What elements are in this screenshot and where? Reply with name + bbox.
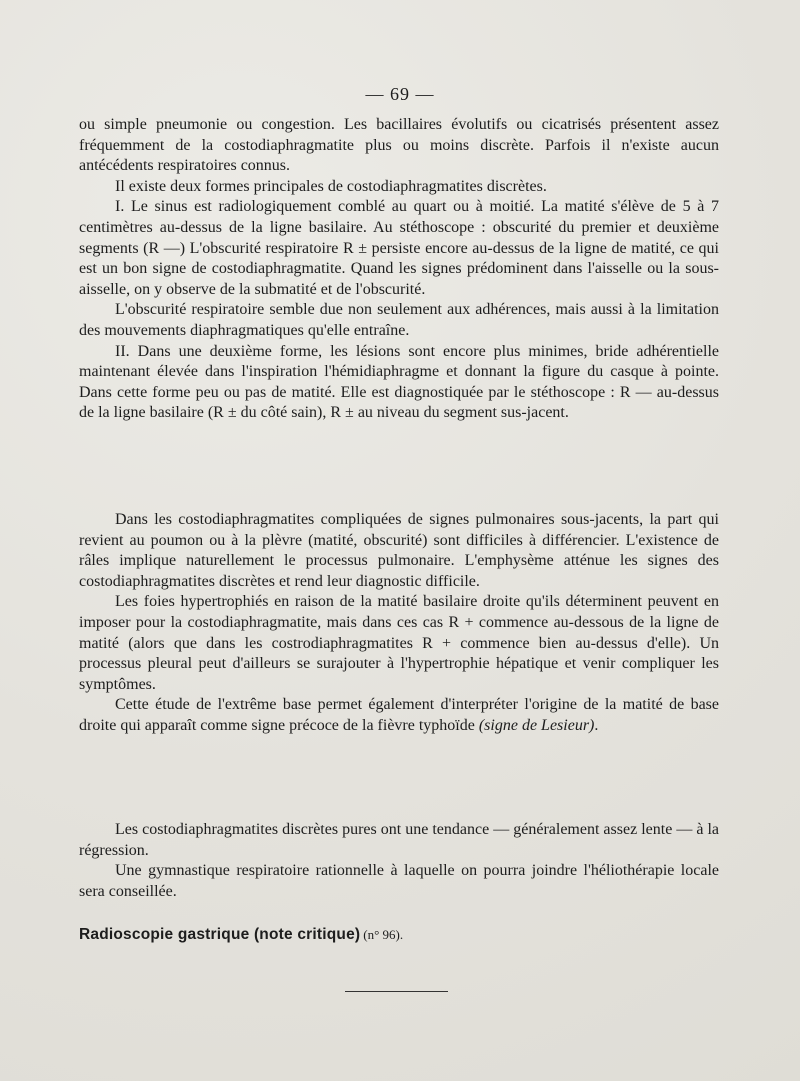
next-section-reference: (n° 96). (363, 927, 404, 942)
page-number: — 69 — (365, 84, 435, 104)
paragraph (79, 695, 719, 736)
paragraph: I. Le sinus est radiologiquement comblé au quart ou à moitié. La matité s'élève de 5 à 7 centimètres au-dessus de la ligne basilaire. Au stéthoscope : obscurité du premier et deuxième segments (R —) L'obscurité respiratoire R ± persiste encore au-dessus de la ligne de matité, ce qui est un bon signe de costodiaphragmatite. Quand les signes prédominent dans l'aisselle ou la sous-aisselle, on y observe de la submatité et de l'obscurité. (79, 198, 719, 298)
paragraph-text: Cette étude de l'extrême base permet également d'interpréter l'origine de la matité de base droite qui apparaît comme signe précoce de la fièvre typhoïde (79, 696, 719, 734)
section-costodiaphragmatites-forms (79, 115, 719, 424)
paragraph: Une gymnastique respiratoire rationnelle à laquelle on pourra joindre l'héliothérapie locale sera conseillée. (79, 862, 719, 900)
section-complicated-forms (79, 510, 719, 737)
section-evolution (79, 820, 719, 902)
paragraph: Les costodiaphragmatites discrètes pures ont une tendance — généralement assez lente — à la régression. (79, 821, 719, 859)
paragraph: Dans les costodiaphragmatites compliquées de signes pulmonaires sous-jacents, la part qui revient au poumon ou à la plèvre (matité, obscurité) sont difficiles à différencier. L'existence de râles implique naturellement le processus pulmonaire. L'emphysème atténue les signes des costodiaphragmatites discrètes et rend leur diagnostic difficile. (79, 511, 719, 590)
citation-lesieur: (signe de Lesieur) (478, 716, 595, 734)
paragraph: L'obscurité respiratoire semble due non seulement aux adhérences, mais aussi à la limitation des mouvements diaphragmatiques qu'elle entraîne. (79, 301, 719, 339)
paragraph: ou simple pneumonie ou congestion. Les bacillaires évolutifs ou cicatrisés présentent assez fréquemment de la costodiaphragmatite plus ou moins discrète. Parfois il n'existe aucun antécédents respiratoires connus. (79, 116, 719, 175)
next-section-heading (79, 925, 719, 945)
section-divider (345, 991, 448, 992)
paragraph: Il existe deux formes principales de costodiaphragmatites discrètes. (115, 177, 547, 195)
paragraph: II. Dans une deuxième forme, les lésions sont encore plus minimes, bride adhérentielle maintenant élevée dans l'inspiration l'hémidiaphragme et donnant la figure du casque à pointe. Dans cette forme peu ou pas de matité. Elle est diagnostiquée par le stéthoscope : R — au-dessus de la ligne basilaire (R ± du côté sain), R ± au niveau du segment sus-jacent. (79, 342, 719, 422)
paragraph-end: . (594, 716, 599, 734)
paragraph: Les foies hypertrophiés en raison de la matité basilaire droite qu'ils déterminent peuvent en imposer pour la costodiaphragmatite, mais dans ces cas R + commence au-dessous de la ligne de matité (alors que dans les costrodiaphragmatites R + commence bien au-dessus d'elle). Un processus pleural peut d'ailleurs se surajouter à l'hypertrophie hépatique et venir compliquer les symptômes. (79, 593, 719, 693)
next-section-title: Radioscopie gastrique (note critique) (79, 926, 361, 943)
